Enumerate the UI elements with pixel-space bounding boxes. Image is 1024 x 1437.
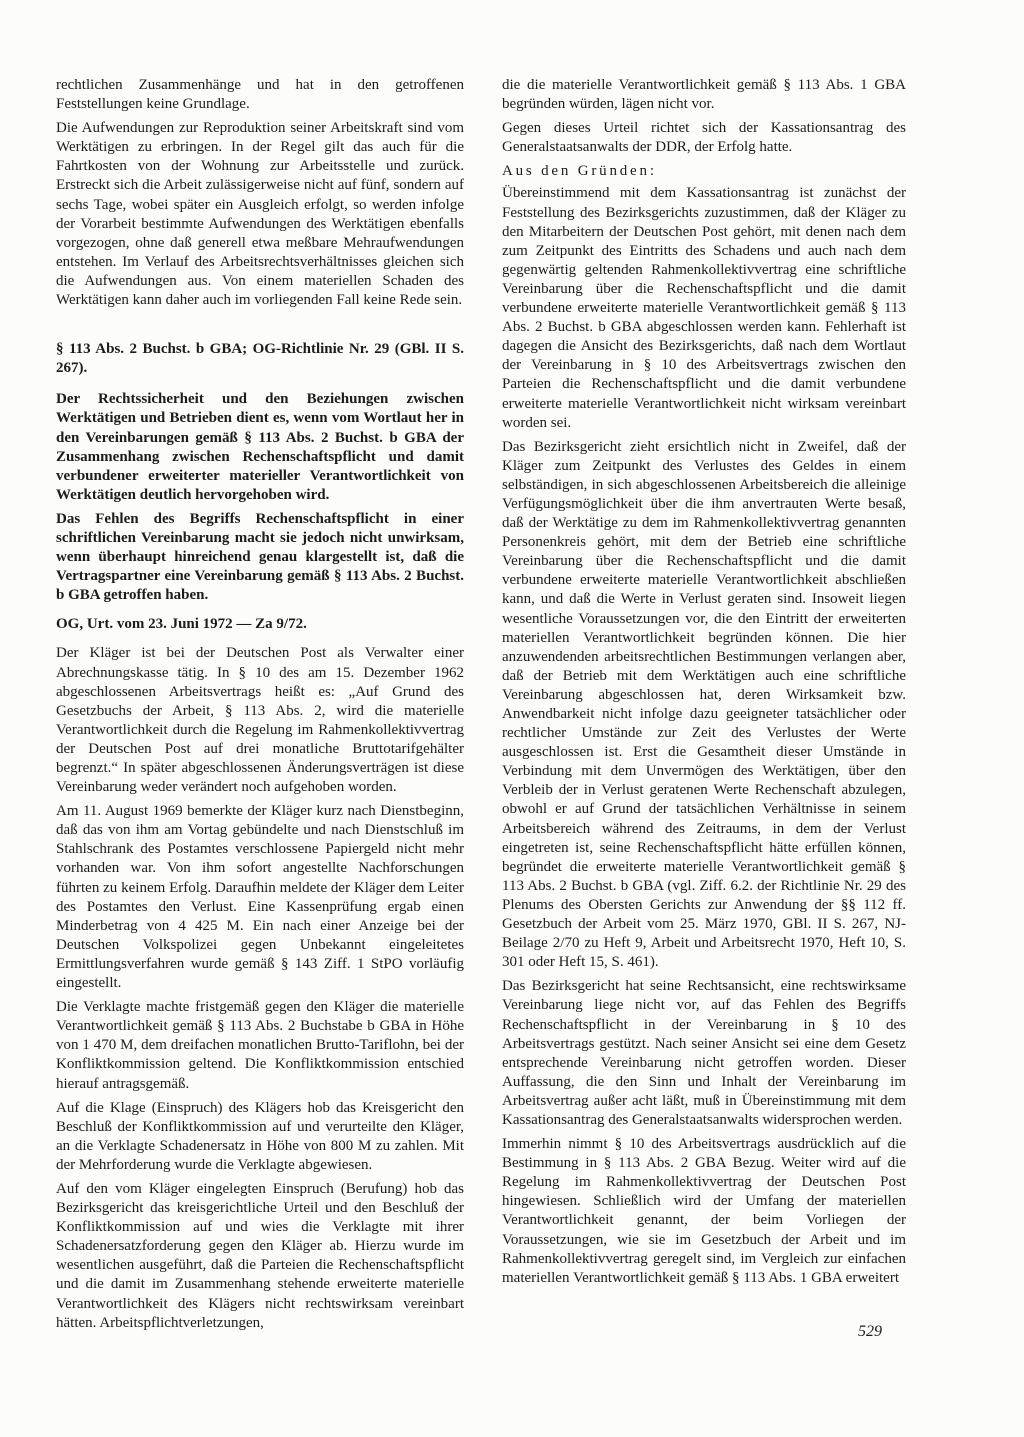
paragraph: Das Bezirksgericht hat seine Rechtsansicht, eine rechtswirksame Vereinbarung liege nicht vor, auf das Fehlen des Begriffs Rechenschaftspflicht in der Vereinbarung in § 10 des Arbeitsvertrags gestützt. Nach seiner Ansicht sei eine dem Gesetz entsprechende Vereinbarung nicht getroffen worden. Dieser Auffassung, die den Sinn und Inhalt der Vereinbarung im Arbeitsvertrag außer acht läßt, muß in Übereinstimmung mit dem Kassationsantrag des Generalstaatsanwalts widersprochen werden. [502,978,906,1128]
page-number: 529 [858,1323,882,1340]
left-column [56,76,464,1338]
legal-reference-heading: § 113 Abs. 2 Buchst. b GBA; OG-Richtlinie Nr. 29 (GBl. II S. 267). [56,341,464,377]
section-heading: Aus den Gründen: [502,163,657,180]
paragraph: Übereinstimmend mit dem Kassationsantrag ist zunächst der Feststellung des Bezirksgerichts zuzustimmen, daß der Kläger zu den Mitarbeitern der Deutschen Post gehört, mit denen nach dem zum Zeitpunkt des Eintritts des Schadens und auch nach dem gegenwärtig geltenden Rahmenkollektivvertrag eine schriftliche Vereinbarung über die Rechenschaftspflicht und die damit verbundene erweiterte materielle Verantwortlichkeit gemäß § 113 Abs. 2 Buchst. b GBA abgeschlossen werden kann. Fehlerhaft ist dagegen die Ansicht des Bezirksgerichts, daß nach dem Wortlaut der Vereinbarung in § 10 des Arbeitsvertrags zwischen den Parteien die Rechenschaftspflicht und die damit verbundene erweiterte materielle Verantwortlichkeit nicht wirksam vereinbart worden sei. [502,185,906,431]
paragraph: Die Verklagte machte fristgemäß gegen den Kläger die materielle Verantwortlichkeit gemäß § 113 Abs. 2 Buchstabe b GBA in Höhe von 1 470 M, dem dreifachen monatlichen Brutto-Tariflohn, bei der Konfliktkommission geltend. Die Konfliktkommission entschied hierauf antragsgemäß. [56,999,464,1092]
paragraph: die die materielle Verantwortlichkeit gemäß § 113 Abs. 1 GBA begründen würden, lägen nicht vor. [502,77,906,113]
paragraph: Die Aufwendungen zur Reproduktion seiner Arbeitskraft sind vom Werktätigen zu erbringen. In der Regel gilt das auch für die Fahrtkosten von der Wohnung zur Arbeitsstelle und zurück. Erstreckt sich die Arbeit zulässigerweise nicht auf fünf, sondern auf sechs Tage, wobei später ein Ausgleich erfolgt, so werden infolge der Vorarbeit bestimmte Aufwendungen des Werktätigen ebenfalls vorgezogen, ohne daß generell etwa meßbare Mehraufwendungen entstehen. Im Verlauf des Arbeitsrechtsverhältnisses gleichen sich die Aufwendungen aus. Von einem materiellen Schaden des Werktätigen kann daher auch im vorliegenden Fall keine Rede sein. [56,120,464,309]
paragraph: Auf die Klage (Einspruch) des Klägers hob das Kreisgericht den Beschluß der Konfliktkommission auf und verurteilte den Kläger, an die Verklagte Schadenersatz in Höhe von 800 M zu zahlen. Mit der Mehrforderung wurde die Verklagte abgewiesen. [56,1099,464,1173]
right-column [502,76,906,1293]
decision-citation: OG, Urt. vom 23. Juni 1972 — Za 9/72. [56,616,307,633]
paragraph: Das Bezirksgericht zieht ersichtlich nicht in Zweifel, daß der Kläger zum Zeitpunkt des Verlustes des Geldes in einem selbständigen, in sich abgeschlossenen Arbeitsbereich die alleinige Verfügungsmöglichkeit über die ihm anvertrauten Werte besaß, daß der Werktätige zu dem im Rahmenkollektivvertrag genannten Personenkreis gehört, mit dem der Betrieb eine schriftliche Vereinbarung über die Rechenschaftspflicht und die damit verbundene erweiterte materielle Verantwortlichkeit abschließen kann, und daß die Werte in Verlust geraten sind. Insoweit liegen wesentliche Voraussetzungen vor, die den Eintritt der erweiterten materiellen Verantwortlichkeit begründen können. Die hier anzuwendenden arbeitsrechtlichen Bestimmungen verlangen aber, daß der Betrieb mit dem Werktätigen auch eine schriftliche Vereinbarung abgeschlossen hat, deren Wirksamkeit bzw. Anwendbarkeit nicht infolge dazu geeigneter tatsächlicher oder rechtlicher Umstände zur Zeit des Verlustes der Werte ausgeschlossen ist. Erst die Gesamtheit dieser Umstände in Verbindung mit dem Unvermögen des Werktätigen, über den Verbleib der in Verlust geratenen Werte Rechenschaft abzulegen, obwohl er auf Grund der tatsächlichen Verhältnisse in seinem Arbeitsbereich während des Zeitraums, in dem der Verlust eingetreten ist, seine Rechenschaftspflicht hätte erfüllen können, begründet die erweiterte materielle Verantwortlichkeit gemäß § 113 Abs. 2 Buchst. b GBA (vgl. Ziff. 6.2. der Richtlinie Nr. 29 des Plenums des Obersten Gerichts zur Anwendung der §§ 112 ff. Gesetzbuch der Arbeit vom 25. März 1970, GBl. II S. 267, NJ-Beilage 2/70 zu Heft 9, Arbeit und Arbeitsrecht 1970, Heft 10, S. 301 oder Heft 15, S. 461). [502,438,906,971]
paragraph: Auf den vom Kläger eingelegten Einspruch (Berufung) hob das Bezirksgericht das kreisgerichtliche Urteil und den Beschluß der Konfliktkommission auf und wies die Verklagte mit ihrer Schadenersatzforderung gegen den Kläger ab. Hierzu wurde im wesentlichen ausgeführt, daß die Parteien die Rechenschaftspflicht und die damit im Zusammenhang stehende erweiterte materielle Verantwortlichkeit des Klägers nicht rechtswirksam vereinbart hätten. Arbeitspflichtverletzungen, [56,1180,464,1331]
paragraph: rechtlichen Zusammenhänge und hat in den getroffenen Feststellungen keine Grundlage. [56,77,464,113]
paragraph: Der Kläger ist bei der Deutschen Post als Verwalter einer Abrechnungskasse tätig. In § 10 des am 15. Dezember 1962 abgeschlossenen Arbeitsvertrags heißt es: „Auf Grund des Gesetzbuchs der Arbeit, § 113 Abs. 2, wird die materielle Verantwortlichkeit durch die Regelung im Rahmenkollektivvertrag der Deutschen Post auf drei monatliche Bruttotarifgehälter begrenzt.“ In später abgeschlossenen Änderungsverträgen ist diese Vereinbarung weder verändert noch aufgehoben worden. [56,645,464,796]
paragraph: Immerhin nimmt § 10 des Arbeitsvertrags ausdrücklich auf die Bestimmung in § 113 Abs. 2 GBA Bezug. Weiter wird auf die Regelung im Rahmenkollektivvertrag der Deutschen Post hingewiesen. Schließlich wird der Umfang der materiellen Verantwortlichkeit genannt, der beim Vorliegen der Voraussetzungen, wie sie im Gesetzbuch der Arbeit und im Rahmenkollektivvertrag geregelt sind, im Vergleich zur einfachen materiellen Verantwortlichkeit gemäß § 113 Abs. 1 GBA erweitert [502,1136,906,1286]
headnote: Der Rechtssicherheit und den Beziehungen zwischen Werktätigen und Betrieben dient es, wenn vom Wortlaut her in den Vereinbarungen gemäß § 113 Abs. 2 Buchst. b GBA der Zusammenhang zwischen Rechenschaftspflicht und damit verbundener erweiterter materieller Verantwortlichkeit von Werktätigen deutlich hervorgehoben wird. [56,391,464,503]
paragraph: Gegen dieses Urteil richtet sich der Kassationsantrag des Generalstaatsanwalts der DDR, der Erfolg hatte. [502,120,906,156]
paragraph: Am 11. August 1969 bemerkte der Kläger kurz nach Dienstbeginn, daß das von ihm am Vortag gebündelte und nach Dienstschluß im Stahlschrank des Postamtes verschlossene Papiergeld nicht mehr vorhanden war. Von ihm sofort angestellte Nachforschungen führten zu keinem Erfolg. Daraufhin meldete der Kläger dem Leiter des Postamtes den Verlust. Eine Kassenprüfung ergab einen Minderbetrag von 4 425 M. Ein nach einer Anzeige bei der Deutschen Volkspolizei gegen Unbekannt eingeleitetes Ermittlungsverfahren wurde gemäß § 143 Ziff. 1 StPO vorläufig eingestellt. [56,803,464,992]
headnote: Das Fehlen des Begriffs Rechenschaftspflicht in einer schriftlichen Vereinbarung macht sie jedoch nicht unwirksam, wenn überhaupt hinreichend genau klargestellt ist, daß die Vertragspartner eine Vereinbarung gemäß § 113 Abs. 2 Buchst. b GBA getroffen haben. [56,510,464,604]
